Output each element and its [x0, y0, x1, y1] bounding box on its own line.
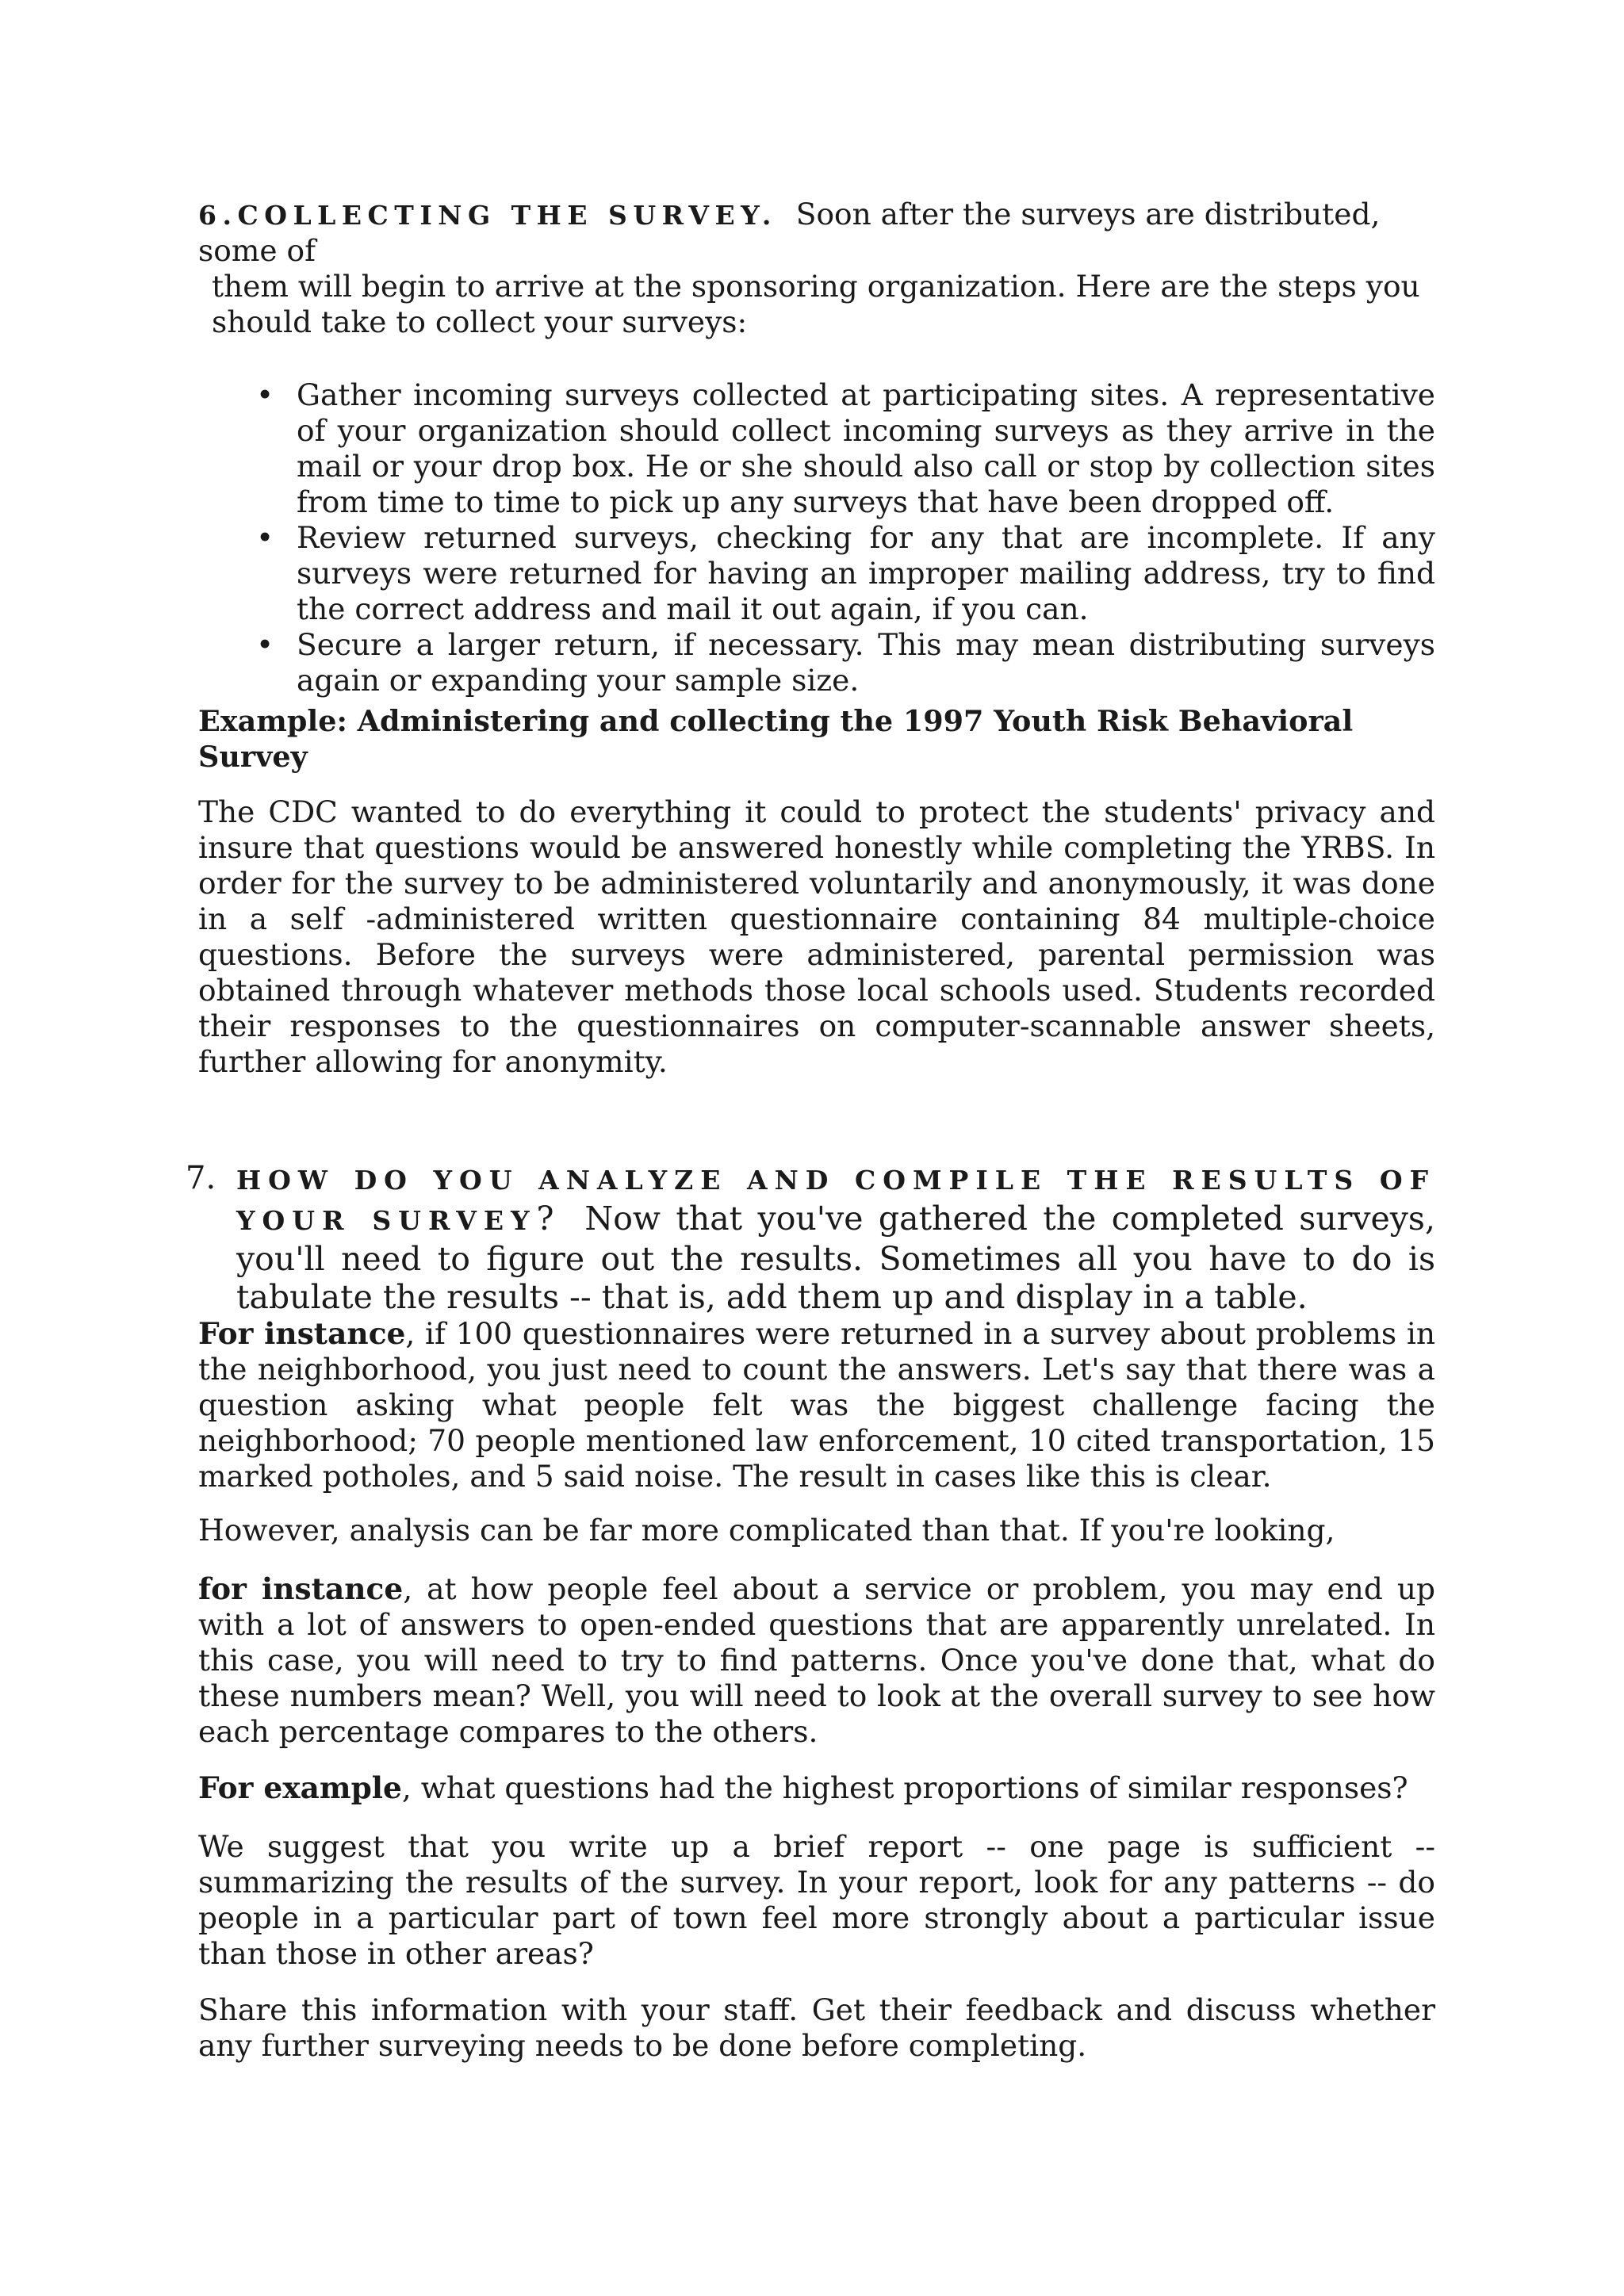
paragraph-text: , if 100 questionnaires were returned in a survey about problems in the neighborhood, you just need to count the answers. Let's say that there was a question asking what people felt was the biggest challenge facing the neighborhood; 70 people mentioned law enforcement, 10 cited transportation, 15 marked potholes, and 5 said noise. The result in cases like this is clear.	[198, 1316, 1435, 1494]
list-item	[198, 627, 1435, 698]
paragraph-for-example	[198, 1770, 1435, 1806]
paragraph-however: However, analysis can be far more complicated than that. If you're looking,	[198, 1513, 1335, 1548]
list-item	[198, 520, 1435, 627]
example-paragraph: The CDC wanted to do everything it could to protect the students' privacy and insure that questions would be answered honestly while completing the YRBS. In order for the survey to be administered voluntarily and anonymously, it was done in a self -administered written questionnaire containing 84 multiple-choice questions. Before the surveys were administered, parental permission was obtained through whatever methods those local schools used. Students recorded their responses to the questionnaires on computer-scannable answer sheets, further allowing for anonymity.	[198, 794, 1435, 1079]
bullet-icon: •	[255, 377, 274, 412]
paragraph-share-information: Share this information with your staff. Get their feedback and discuss whether any further surveying needs to be done before completing.	[198, 1992, 1435, 2063]
bullet-icon: •	[255, 627, 274, 662]
emphasis-for-instance: For instance	[198, 1316, 406, 1351]
section-6-intro-line-3: should take to collect your surveys:	[212, 304, 748, 339]
paragraph-text: , what questions had the highest proportions of similar responses?	[401, 1770, 1408, 1805]
section-7-number: 7.	[186, 1160, 216, 1196]
paragraph-for-instance-1	[198, 1316, 1435, 1494]
paragraph-for-instance-2	[198, 1571, 1435, 1750]
section-6-number: 6.	[198, 200, 238, 231]
emphasis-for-example: For example	[198, 1770, 402, 1805]
section-7-heading-paragraph	[236, 1159, 1435, 1316]
section-6-heading: COLLECTING THE SURVEY.	[237, 200, 777, 231]
section-7-heading: HOW DO YOU ANALYZE AND COMPILE THE RESULTS OF YOUR SURVEY	[236, 1165, 1435, 1236]
list-item	[198, 377, 1435, 520]
section-7-heading-punct: ?	[536, 1200, 554, 1238]
section-6	[198, 197, 1435, 698]
section-7-intro: Now that you've gathered the completed surveys, you'll need to figure out the results. Sometimes all you have to do is tabulate the results -- that is, add them up and display in a table.	[236, 1200, 1435, 1316]
bullet-icon: •	[255, 520, 274, 555]
example-heading: Example: Administering and collecting the 1997 Youth Risk Behavioral Survey	[198, 704, 1354, 774]
section-6-intro-line-2: them will begin to arrive at the sponsoring organization. Here are the steps you	[212, 269, 1420, 304]
section-6-intro-first: Soon after the surveys are distributed, some of	[198, 197, 1381, 268]
paragraph-text: , at how people feel about a service or problem, you may end up with a lot of answers to open-ended questions that are apparently unrelated. In this case, you will need to try to find patterns. Once you've done that, what do these numbers mean? Well, you will need to look at the overall survey to see how each percentage compares to the others.	[198, 1571, 1435, 1749]
collection-steps-list	[198, 377, 1435, 698]
emphasis-for-instance: for instance	[198, 1571, 404, 1606]
bullet-text: Review returned surveys, checking for any that are incomplete. If any surveys were returned for having an improper mailing address, try to find the correct address and mail it out again, if you can.	[297, 520, 1435, 626]
bullet-text: Secure a larger return, if necessary. This may mean distributing surveys again or expanding your sample size.	[297, 627, 1435, 698]
bullet-text: Gather incoming surveys collected at participating sites. A representative of your organization should collect incoming surveys as they arrive in the mail or your drop box. He or she should also call or stop by collection sites from time to time to pick up any surveys that have been dropped off.	[297, 377, 1435, 519]
section-6-first-line	[198, 197, 1435, 269]
section-7	[186, 1159, 1435, 1316]
paragraph-brief-report: We suggest that you write up a brief report -- one page is sufficient -- summarizing the results of the survey. In your report, look for any patterns -- do people in a particular part of town feel more strongly about a particular issue than those in other areas?	[198, 1829, 1435, 1971]
